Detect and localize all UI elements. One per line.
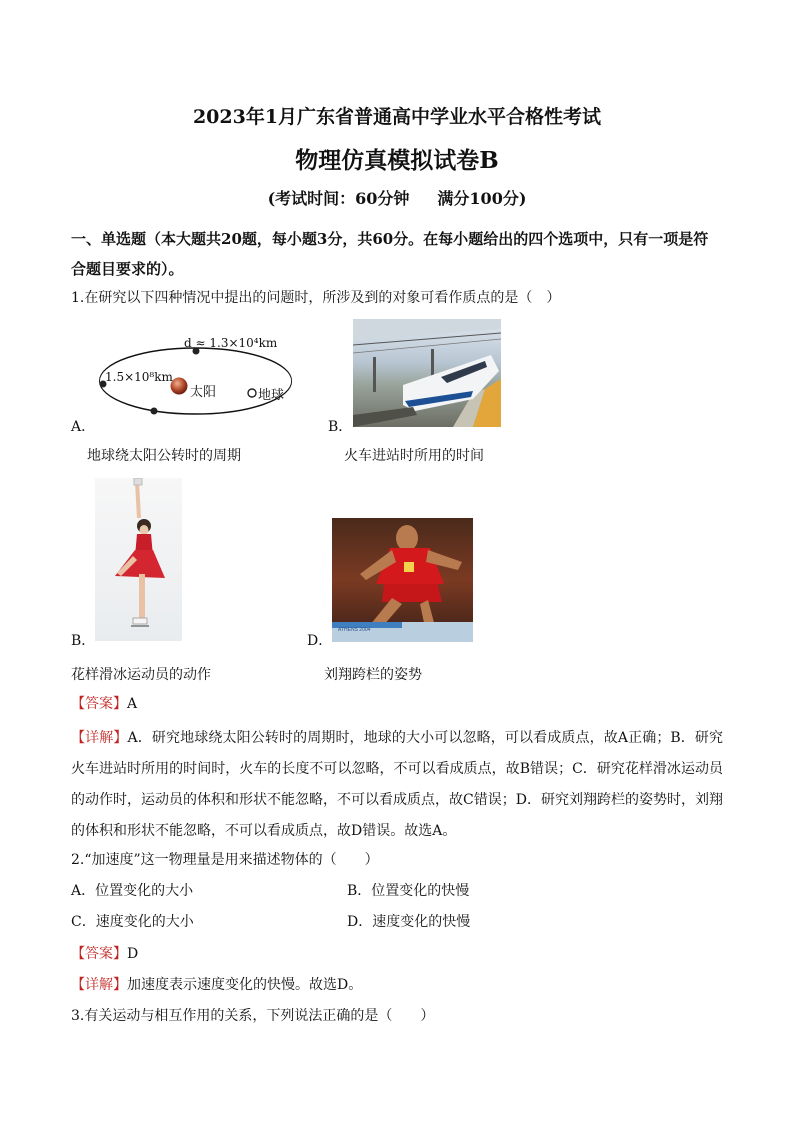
detail-tag: 【详解】: [71, 730, 128, 746]
q1-option-d-label: D．: [307, 633, 333, 649]
answer-tag: 【答案】: [71, 696, 127, 712]
q1-stem: 1.在研究以下四种情况中提出的问题时，所涉及到的对象可看作质点的是（ ）: [71, 290, 561, 306]
sun-label: 太阳: [190, 385, 217, 400]
earth-label: 地球: [258, 388, 285, 403]
distance-label: d ≈ 1.3×10⁴km: [184, 336, 278, 350]
skater-photo: [95, 478, 182, 641]
answer-tag: 【答案】: [71, 946, 127, 962]
q2-option-d: D．速度变化的快慢: [347, 914, 471, 930]
detail-text: A．研究地球绕太阳公转时的周期时，地球的大小可以忽略，可以看成质点，故A正确；B．研究火车进站时所用的时间时，火车的长度不可以忽略，不可以看成质点，故B错误；C．研究花样滑冰运动员的动作时，运动员的体积和形状不能忽略，不可以看成质点，故C错误；D．研究刘翔跨栏的姿势时，刘翔的体积和形状不能忽略，不可以看成质点，故D错误。故选A。: [71, 730, 724, 839]
q1-option-c-caption: 花样滑冰运动员的动作: [71, 667, 211, 683]
q1-detail: [71, 723, 723, 847]
train-photo: [353, 319, 501, 427]
score-info: 满分100分): [437, 189, 527, 208]
exam-subtitle: 物理仿真模拟试卷B: [295, 147, 499, 174]
orbit-diagram: [92, 326, 302, 418]
exam-info: [0, 186, 794, 209]
q1-option-c-label: B．: [71, 633, 96, 649]
hurdler-photo: [332, 518, 473, 642]
q1-option-b-label: B．: [328, 419, 353, 435]
planet-bottom-dot: [151, 408, 158, 415]
q2-option-b: B．位置变化的快慢: [347, 883, 470, 899]
answer-value: A: [127, 696, 138, 712]
q1-option-a-label: A．: [71, 419, 96, 435]
athens-text: ATHENS 2004: [338, 627, 371, 633]
q1-option-d-caption: 刘翔跨栏的姿势: [324, 667, 422, 683]
radius-label: 1.5×10⁸km: [105, 370, 173, 384]
sun-icon: [171, 378, 188, 395]
detail-tag: 【详解】: [71, 977, 127, 993]
time-info: (考试时间：60分钟: [267, 189, 410, 208]
q2-answer: [71, 944, 138, 964]
q1-answer: [71, 694, 137, 714]
detail-text: 加速度表示速度变化的快慢。故选D。: [127, 977, 363, 993]
q2-option-a: A．位置变化的大小: [71, 883, 194, 899]
q2-option-c: C．速度变化的大小: [71, 914, 194, 930]
earth-dot: [248, 389, 256, 397]
q1-option-a-caption: 地球绕太阳公转时的周期: [87, 448, 241, 464]
q1-option-b-caption: 火车进站时所用的时间: [344, 448, 484, 464]
answer-value: D: [127, 946, 139, 962]
q2-stem: 2.“加速度”这一物理量是用来描述物体的（ ）: [71, 852, 379, 868]
section-heading: 一、单选题（本大题共20题，每小题3分，共60分。在每小题给出的四个选项中，只有一项是符合题目要求的）。: [71, 230, 709, 278]
q2-detail: [71, 975, 362, 995]
exam-title: 2023年1月广东省普通高中学业水平合格性考试: [192, 106, 602, 128]
q3-stem: 3.有关运动与相互作用的关系，下列说法正确的是（ ）: [71, 1008, 435, 1024]
